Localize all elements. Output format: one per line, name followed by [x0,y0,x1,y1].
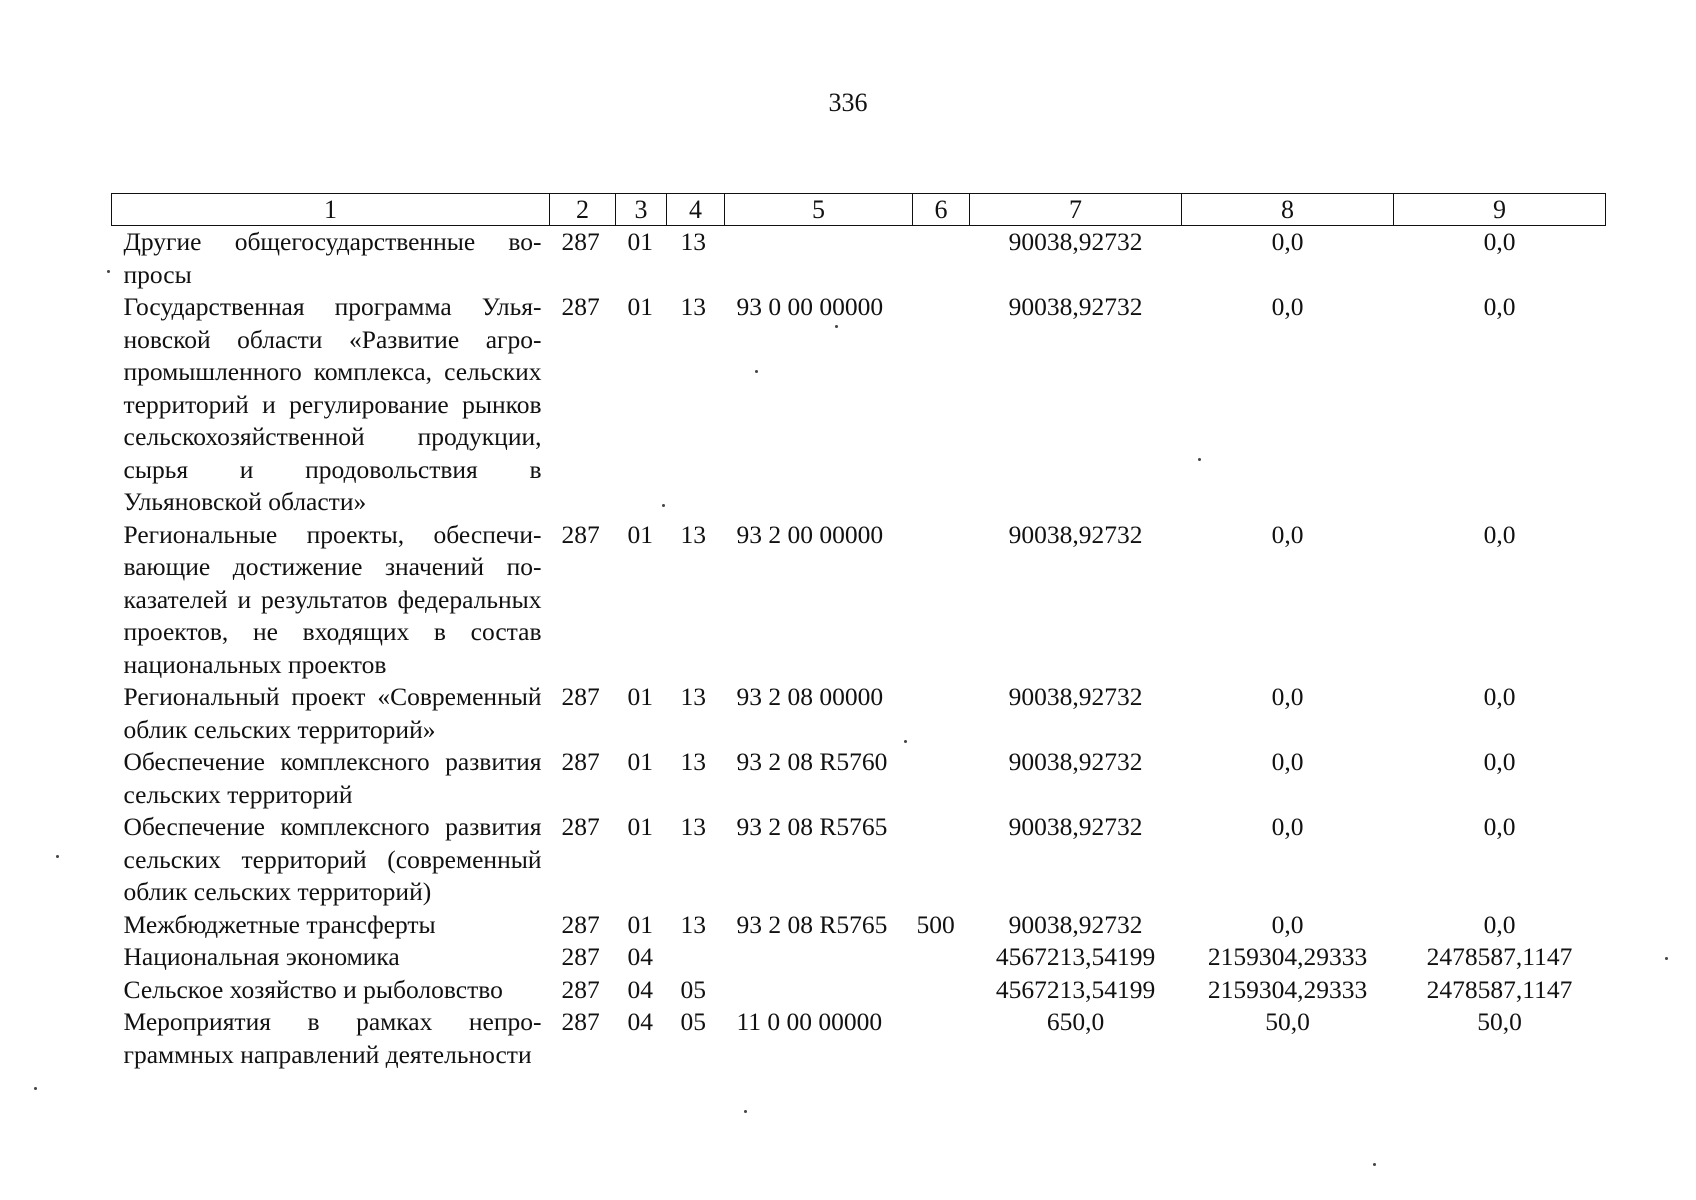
cell-col-5 [725,941,913,974]
cell-col-7: 4567213,54199 [995,974,1156,1004]
cell-col-8: 0,0 [1271,227,1304,256]
cell-col-8: 2159304,29333 [1207,942,1368,971]
row-name: Сельское хозяйство и рыболовство [123,974,503,1004]
cell-col-4: 13 [680,227,706,256]
cell-col-4: 05 [680,1007,706,1036]
scan-speck [1373,1163,1376,1166]
cell-col-8: 2159304,29333 [1207,974,1368,1004]
scan-speck [107,270,110,273]
budget-table [111,193,1606,1071]
cell-col-7: 90038,92732 [1008,909,1143,939]
cell-col-6 [913,974,970,1007]
cell-col-8: 0,0 [1271,682,1304,711]
cell-col-4 [667,941,725,974]
cell-col-2: 287 [561,682,600,711]
cell-col-5: 11 0 00 00000 [736,1007,883,1036]
cell-col-2: 287 [561,747,600,776]
cell-col-3: 01 [627,227,653,256]
cell-col-7: 90038,92732 [1008,812,1143,841]
table-row [112,226,1606,292]
cell-col-3: 01 [627,909,653,939]
table-row [112,941,1606,974]
cell-col-5: 93 2 08 R5765 [736,812,888,841]
page-number: 336 [828,88,868,117]
cell-col-9: 0,0 [1483,519,1516,549]
cell-col-6 [913,746,970,811]
cell-col-6 [913,941,970,974]
cell-col-2: 287 [561,974,600,1004]
column-header-8: 8 [1182,194,1394,226]
cell-col-8: 0,0 [1271,909,1304,939]
cell-col-6 [913,681,970,746]
cell-col-9: 50,0 [1477,1007,1522,1036]
table-row [112,811,1606,909]
table-row [112,974,1606,1007]
cell-col-2: 287 [561,909,600,939]
scan-speck [1665,957,1668,960]
cell-col-3: 04 [627,942,653,971]
table-row [112,1006,1606,1071]
cell-col-6 [913,519,970,682]
cell-col-2: 287 [561,942,600,971]
cell-col-8: 0,0 [1271,519,1304,549]
cell-col-9: 0,0 [1483,909,1516,939]
table-row [112,291,1606,519]
cell-col-4: 13 [680,292,706,321]
cell-col-5: 93 2 00 00000 [736,519,884,549]
cell-col-3: 04 [627,1007,653,1036]
row-name: Межбюджетные трансферты [123,909,436,939]
cell-col-3: 01 [627,682,653,711]
cell-col-4: 13 [680,682,706,711]
row-name: Государственная программа Ульяновской области «Развитие агропромышленного комплекса, сельских территорий и регулирование рынков сельскохозяйственной продукции, сырья и продовольствия в Ульяновской области» [123,292,542,516]
cell-col-7: 90038,92732 [1008,747,1143,776]
scan-speck [904,740,907,743]
cell-col-6 [913,811,970,909]
cell-col-9: 2478587,1147 [1426,974,1573,1004]
cell-col-6 [913,1006,970,1071]
cell-col-7: 650,0 [1046,1007,1105,1036]
cell-col-2: 287 [561,519,600,549]
scan-speck [662,504,665,507]
cell-col-9: 0,0 [1483,812,1516,841]
scan-speck [744,1110,747,1113]
cell-col-3: 01 [627,292,653,321]
cell-col-8: 0,0 [1271,812,1304,841]
column-header-5: 5 [725,194,913,226]
cell-col-8: 0,0 [1271,747,1304,776]
cell-col-5: 93 2 08 R5760 [736,747,888,776]
cell-col-3: 01 [627,519,653,549]
row-name: Обеспечение комплексного развития сельских территорий [123,747,542,809]
scan-speck [34,1087,37,1090]
cell-col-5 [725,226,913,292]
column-header-9: 9 [1394,194,1606,226]
cell-col-3: 01 [627,747,653,776]
cell-col-7: 90038,92732 [1008,227,1143,256]
cell-col-7: 90038,92732 [1008,519,1143,549]
cell-col-9: 0,0 [1483,292,1516,321]
cell-col-8: 0,0 [1271,292,1304,321]
cell-col-4: 13 [680,747,706,776]
scan-speck [1198,458,1201,461]
cell-col-2: 287 [561,1007,600,1036]
scan-speck [56,855,59,858]
cell-col-7: 4567213,54199 [995,942,1156,971]
cell-col-8: 50,0 [1265,1007,1310,1036]
row-name: Мероприятия в рамках непрограммных направлений деятельности [123,1007,542,1069]
cell-col-6 [913,291,970,519]
header-row [112,194,1606,226]
cell-col-4: 13 [680,909,706,939]
table-row [112,746,1606,811]
cell-col-5: 93 0 00 00000 [736,292,884,321]
cell-col-4: 05 [680,974,706,1004]
table-body [112,226,1606,1072]
cell-col-7: 90038,92732 [1008,292,1143,321]
row-name: Обеспечение комплексного развития сельских территорий (современный облик сельских территорий) [123,812,542,906]
scan-speck [835,325,838,328]
row-name: Другие общегосударственные вопросы [123,227,542,289]
cell-col-3: 04 [627,974,653,1004]
row-name: Региональные проекты, обеспечивающие достижение значений показателей и результатов федеральных проектов, не входящих в состав национальных проектов [123,519,542,679]
cell-col-4: 13 [680,812,706,841]
cell-col-5 [725,974,913,1007]
cell-col-3: 01 [627,812,653,841]
column-header-7: 7 [970,194,1182,226]
column-header-3: 3 [616,194,667,226]
column-header-4: 4 [667,194,725,226]
cell-col-2: 287 [561,227,600,256]
cell-col-2: 287 [561,812,600,841]
table-row [112,681,1606,746]
cell-col-7: 90038,92732 [1008,682,1143,711]
row-name: Национальная экономика [123,942,400,971]
column-header-6: 6 [913,194,970,226]
cell-col-6 [913,226,970,292]
cell-col-9: 0,0 [1483,682,1516,711]
table-row [112,909,1606,942]
cell-col-9: 2478587,1147 [1426,942,1573,971]
table-row [112,519,1606,682]
cell-col-6: 500 [916,909,955,939]
column-header-2: 2 [550,194,616,226]
cell-col-5: 93 2 08 00000 [736,682,884,711]
row-name: Региональный проект «Современный облик сельских территорий» [123,682,542,744]
cell-col-9: 0,0 [1483,227,1516,256]
scan-speck [755,370,758,373]
cell-col-4: 13 [680,519,706,549]
column-header-1: 1 [112,194,550,226]
cell-col-5: 93 2 08 R5765 [736,909,888,939]
cell-col-9: 0,0 [1483,747,1516,776]
cell-col-2: 287 [561,292,600,321]
